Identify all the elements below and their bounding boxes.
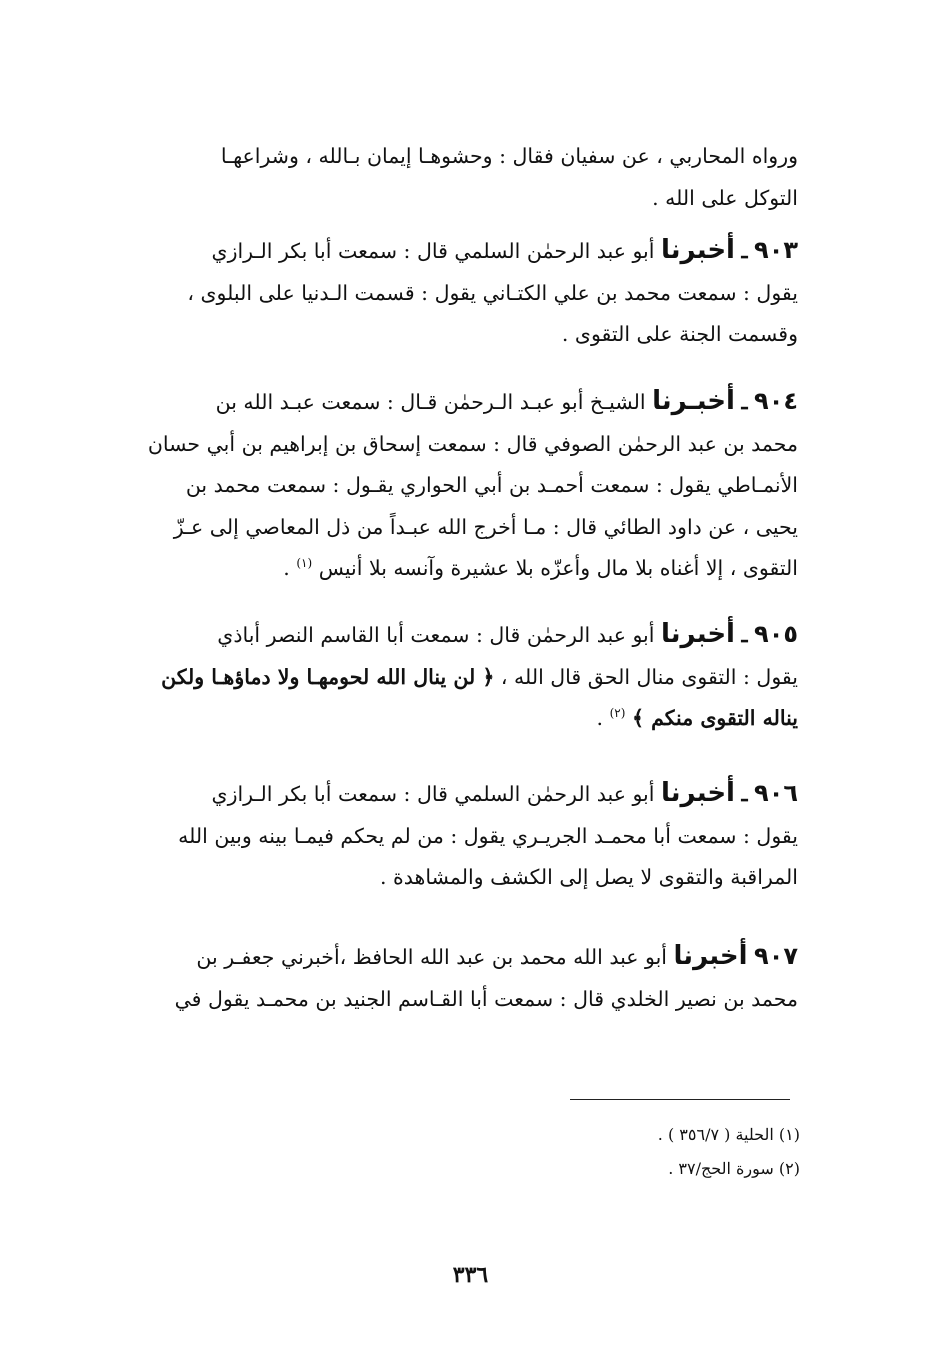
footnote-reference[interactable]: (١) <box>296 556 313 571</box>
entry-904 <box>108 381 798 590</box>
footnotes <box>560 1118 800 1186</box>
text-line: الأنمـاطي يقول : سمعت أحمـد بن أبي الحواري يقـول : سمعت محمد بن <box>185 473 798 497</box>
footnote-item <box>560 1152 800 1186</box>
entry-heading-line <box>108 773 798 816</box>
text-segment: يقول : التقوى منال الحق قال الله ، <box>494 664 798 689</box>
text-line: وقسمت الجنة على التقوى . <box>561 322 798 346</box>
entry-906 <box>108 773 798 899</box>
footnote-text: الحلية ( ٣٥٦/٧ ) . <box>657 1125 774 1144</box>
page-number: ٣٣٦ <box>452 1262 489 1288</box>
footnote-marker: (٢) <box>778 1159 800 1178</box>
entry-keyword: أخبرنا <box>661 235 735 265</box>
footnote-item <box>560 1118 800 1152</box>
text-line: ورواه المحاربي ، عن سفيان فقال : وحشوهـا إيمان بـالله ، وشراعهـا <box>220 144 798 168</box>
entry-dash: ـ <box>741 782 748 806</box>
footnote-text: سورة الحج/٣٧ . <box>668 1159 774 1178</box>
text-line: محمد بن نصير الخلدي قال : سمعت أبا القـاسم الجنيد بن محمـد يقول في <box>174 986 798 1011</box>
entry-903 <box>108 230 798 356</box>
text-line-last <box>108 698 798 740</box>
text-segment: . <box>596 706 604 730</box>
entry-heading-line <box>108 381 798 424</box>
footnote-marker: (١) <box>778 1125 800 1144</box>
quran-verse: يناله التقوى منكم ﴾ <box>631 706 798 730</box>
footnote-divider <box>570 1099 790 1100</box>
entry-heading-line <box>108 230 798 273</box>
text-segment: أبو عبد الرحمٰن السلمي قال : سمعت أبا بكر الـرازي <box>211 239 655 263</box>
entry-907 <box>108 936 798 1020</box>
entry-heading-line <box>108 936 798 979</box>
entry-keyword: أخبرنا <box>661 778 735 808</box>
footnote-reference[interactable]: (٢) <box>609 706 626 721</box>
text-line: يقول : سمعت أبا محمـد الجريـري يقول : من لم يحكم فيمـا بينه وبين الله <box>178 823 798 848</box>
entry-905 <box>108 614 798 740</box>
entry-heading-line <box>108 614 798 657</box>
quran-verse: ﴿ لن ينال الله لحومهـا ولا دماؤهـا ولكن <box>161 664 495 689</box>
entry-number: ٩٠٧ <box>754 942 798 970</box>
text-line: المراقبة والتقوى لا يصل إلى الكشف والمشاهدة . <box>380 865 798 889</box>
text-line <box>108 657 798 699</box>
text-line: يحيى ، عن داود الطائي قال : مـا أخرج الله عبـداً من ذل المعاصي إلى عـزّ <box>173 514 798 539</box>
text-segment: أبو عبد الرحمٰن قال : سمعت أبا القاسم النصر أباذي <box>217 623 655 647</box>
text-segment: أبو عبد الرحمٰن السلمي قال : سمعت أبا بكر الـرازي <box>211 782 655 806</box>
entry-dash: ـ <box>741 390 748 414</box>
entry-number: ٩٠٦ <box>754 779 798 807</box>
text-line-last <box>108 548 798 590</box>
text-line: يقول : سمعت محمد بن علي الكتـاني يقول : قسمت الـدنيا على البلوى ، <box>187 280 798 305</box>
text-segment: التقوى ، إلا أغناه بلا مال وأعزّه بلا عشيرة وآنسه بلا أنيس <box>318 556 798 580</box>
paragraph-continuation <box>108 136 798 219</box>
text-line: التوكل على الله . <box>652 185 798 210</box>
text-segment: أبو عبد الله محمد بن عبد الله الحافظ ،أخبرني جعفـر بن <box>196 945 668 969</box>
entry-number: ٩٠٤ <box>754 387 798 415</box>
text-line: محمد بن عبد الرحمٰن الصوفي قال : سمعت إسحاق بن إبراهيم بن أبي حسان <box>147 431 798 456</box>
entry-dash: ـ <box>741 239 748 263</box>
entry-keyword: أخبـرنا <box>652 386 735 416</box>
entry-keyword: أخبرنا <box>661 619 735 649</box>
entry-dash: ـ <box>741 623 748 647</box>
text-segment: . <box>283 556 290 580</box>
entry-keyword: أخبرنا <box>673 941 748 971</box>
entry-number: ٩٠٣ <box>754 236 798 264</box>
entry-number: ٩٠٥ <box>754 620 798 648</box>
text-segment: الشيـخ أبو عبـد الـرحمٰن قـال : سمعت عبـد الله بن <box>215 390 646 414</box>
